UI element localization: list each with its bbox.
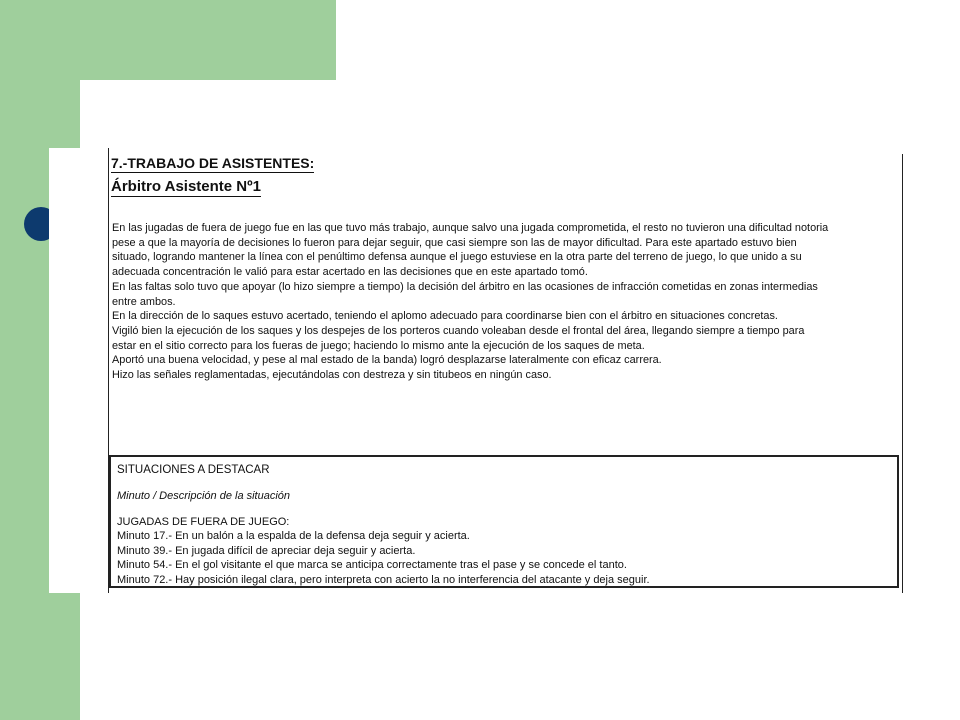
body-line: En las jugadas de fuera de juego fue en las que tuvo más trabajo, aunque salvo una jugada comprometida, el resto no tuvieron una dificultad notoria	[112, 222, 829, 234]
scanned-report-page	[108, 148, 904, 593]
slide-image-margin	[49, 148, 109, 593]
situations-box	[109, 455, 899, 588]
situation-line: Minuto 54.- En el gol visitante el que marca se anticipa correctamente tras el pase y se concede el tanto.	[117, 559, 627, 572]
body-line: Vigiló bien la ejecución de los saques y los despejes de los porteros cuando voleaban desde el frontal del área, llegando siempre a tiempo para	[112, 324, 805, 337]
assistant-referee-title: Árbitro Asistente Nº1	[111, 178, 261, 195]
situations-title: SITUACIONES A DESTACAR	[117, 464, 270, 476]
body-line: adecuada concentración le valió para estar acertado en las decisiones que en este apartado tomó.	[112, 266, 588, 279]
page-border-right	[902, 154, 903, 593]
situation-line: Minuto 39.- En jugada difícil de apreciar deja seguir y acierta.	[117, 544, 416, 557]
body-line: Hizo las señales reglamentadas, ejecutándolas con destreza y sin titubeos en ningún caso.	[112, 369, 552, 382]
situations-list	[117, 515, 650, 587]
slide-green-top-bar	[0, 0, 336, 80]
body-line: estar en el sitio correcto para los fueras de juego; haciendo lo mismo ante la ejecución de los saques de meta.	[112, 339, 645, 352]
body-line: En las faltas solo tuvo que apoyar (lo hizo siempre a tiempo) la decisión del árbitro en las ocasiones de infracción cometidas en zonas intermedias	[112, 280, 818, 293]
situation-line: JUGADAS DE FUERA DE JUEGO:	[117, 516, 290, 528]
report-body	[112, 221, 898, 383]
body-line: En la dirección de lo saques estuvo acertado, teniendo el aplomo adecuado para coordinarse bien con el árbitro en situaciones concretas.	[112, 310, 778, 323]
body-line: pese a que la mayoría de decisiones lo fueron para dejar seguir, que casi siempre son las de mayor dificultad. Para este apartado estuvo bien	[112, 236, 797, 249]
body-line: Aportó una buena velocidad, y pese al mal estado de la banda) logró desplazarse lateralmente con eficaz carrera.	[112, 354, 662, 367]
situation-line: Minuto 72.- Hay posición ilegal clara, pero interpreta con acierto la no interferencia del atacante y deja seguir.	[117, 573, 650, 586]
section-heading: 7.-TRABAJO DE ASISTENTES:	[111, 155, 315, 171]
situation-line: Minuto 17.- En un balón a la espalda de la defensa deja seguir y acierta.	[117, 530, 470, 543]
situations-subtitle: Minuto / Descripción de la situación	[117, 490, 291, 502]
body-line: entre ambos.	[112, 295, 176, 308]
body-line: situado, logrando mantener la línea con el penúltimo defensa aunque el juego estuviese en la otra parte del terreno de juego, lo que unido a su	[112, 251, 802, 264]
